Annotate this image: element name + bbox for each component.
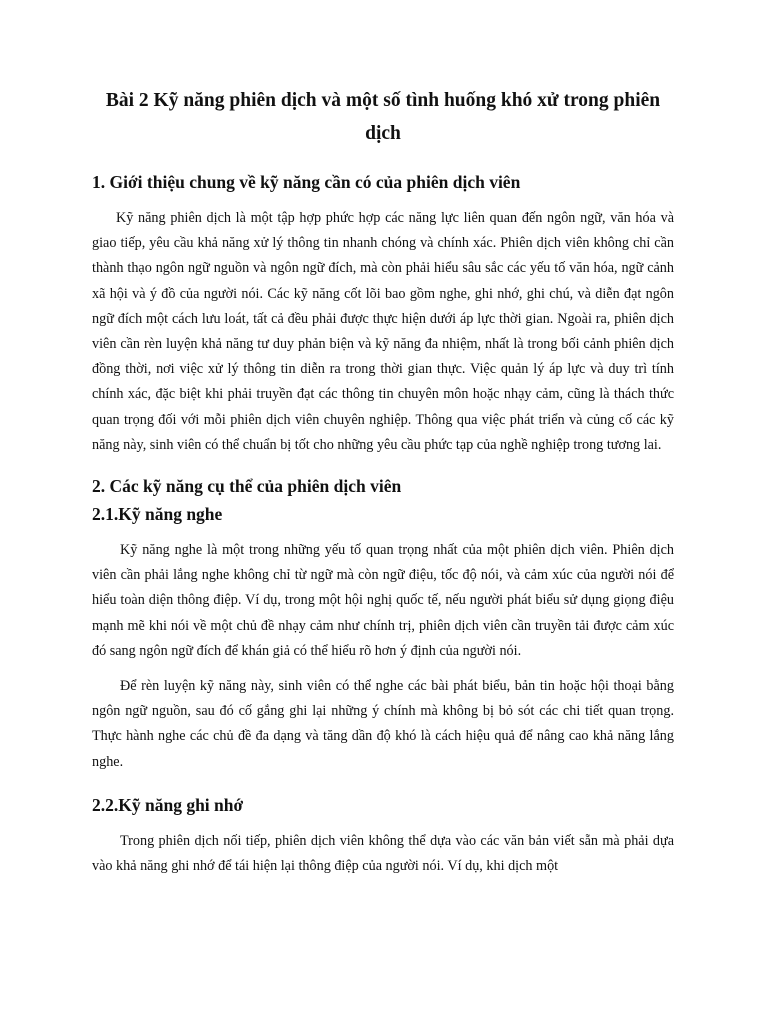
document-title: Bài 2 Kỹ năng phiên dịch và một số tình huống khó xử trong phiên dịch [105,90,661,144]
section-2-1-heading: 2.1.Kỹ năng nghe [92,504,223,525]
section-2-2-heading: 2.2.Kỹ năng ghi nhớ [92,794,244,815]
section-1-paragraph: Kỹ năng phiên dịch là một tập hợp phức hợp các năng lực liên quan đến ngôn ngữ, văn hóa và giao tiếp, yêu cầu khả năng xử lý thông tin nhanh chóng và chính xác. Phiên dịch viên không chỉ cần thành thạo ngôn ngữ nguồn và ngôn ngữ đích, mà còn phải hiểu sâu sắc các yếu tố văn hóa, ngữ cảnh xã hội và ý đồ của người nói. Các kỹ năng cốt lõi bao gồm nghe, ghi nhớ, ghi chú, và diễn đạt ngôn ngữ đích một cách lưu loát, tất cả đều phải được thực hiện dưới áp lực thời gian. Ngoài ra, phiên dịch viên cần rèn luyện khả năng tư duy phản biện và kỹ năng đa nhiệm, nhất là trong bối cảnh phiên dịch đồng thời, nơi việc xử lý thông tin diễn ra trong thời gian thực. Việc quản lý áp lực và duy trì tính chính xác, đặc biệt khi phải truyền đạt các thông tin chuyên môn hoặc nhạy cảm, cũng là thách thức quan trọng đối với mỗi phiên dịch viên chuyên nghiệp. Thông qua việc phát triển và củng cố các kỹ năng này, sinh viên có thể chuẩn bị tốt cho những yêu cầu phức tạp của nghề nghiệp trong tương lai. [92,210,674,453]
section-2-1-paragraph-2: Để rèn luyện kỹ năng này, sinh viên có thể nghe các bài phát biểu, bản tin hoặc hội thoại bằng ngôn ngữ nguồn, sau đó cố gắng ghi lại những ý chính mà không bị bỏ sót các chi tiết quan trọng. Thực hành nghe các chủ đề đa dạng và tăng dần độ khó là cách hiệu quả để nâng cao khả năng lắng nghe. [92,678,674,770]
document-page [92,84,674,879]
section-2-1-paragraph-1: Kỹ năng nghe là một trong những yếu tố quan trọng nhất của một phiên dịch viên. Phiên dịch viên cần phải lắng nghe không chỉ từ ngữ mà còn ngữ điệu, tốc độ nói, và cảm xúc của người nói để hiểu toàn diện thông điệp. Ví dụ, trong một hội nghị quốc tế, nếu người phát biểu sử dụng giọng điệu mạnh mẽ khi nói về một chủ đề nhạy cảm như chính trị, phiên dịch viên cần truyền tải được cảm xúc đó sang ngôn ngữ đích để khán giả có thể hiểu rõ hơn ý định của người nói. [92,542,674,659]
section-2-heading: 2. Các kỹ năng cụ thể của phiên dịch viên [92,476,402,497]
section-1-heading: 1. Giới thiệu chung về kỹ năng cần có của phiên dịch viên [92,172,521,192]
section-2-2-paragraph-1: Trong phiên dịch nối tiếp, phiên dịch viên không thể dựa vào các văn bản viết sẵn mà phải dựa vào khả năng ghi nhớ để tái hiện lại thông điệp của người nói. Ví dụ, khi dịch một [92,832,674,875]
